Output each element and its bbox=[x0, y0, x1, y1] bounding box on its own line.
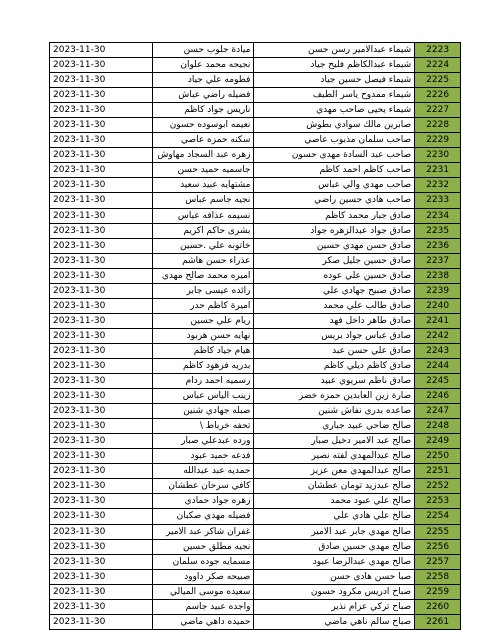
mother-name-cell: زهره جواد حمادي bbox=[153, 494, 254, 509]
mother-name-cell: نسيمه عذافه عباس bbox=[153, 208, 254, 223]
date-cell: 2023-11-30 bbox=[50, 524, 153, 539]
table-row bbox=[50, 223, 461, 238]
table-row bbox=[50, 554, 461, 569]
row-number-cell: 2261 bbox=[415, 614, 461, 629]
row-number-cell: 2255 bbox=[415, 524, 461, 539]
row-number-cell: 2250 bbox=[415, 449, 461, 464]
table-row bbox=[50, 88, 461, 103]
full-name-cell: صارة زين العابدين حمزه خضر bbox=[254, 389, 415, 404]
full-name-cell: صادق حسين علي عوده bbox=[254, 268, 415, 283]
mother-name-cell: تحفه خرباط \ bbox=[153, 419, 254, 434]
full-name-cell: صالح علي عبود محمد bbox=[254, 494, 415, 509]
table-row bbox=[50, 404, 461, 419]
row-number-cell: 2238 bbox=[415, 268, 461, 283]
date-cell: 2023-11-30 bbox=[50, 389, 153, 404]
table-row bbox=[50, 298, 461, 313]
mother-name-cell: واجده عبيد جاسم bbox=[153, 599, 254, 614]
mother-name-cell: هيام جياد كاظم bbox=[153, 343, 254, 358]
mother-name-cell: فضيله مهدي صكبان bbox=[153, 509, 254, 524]
table-row bbox=[50, 43, 461, 58]
mother-name-cell: اميره محمد صالح مهدي bbox=[153, 268, 254, 283]
date-cell: 2023-11-30 bbox=[50, 148, 153, 163]
date-cell: 2023-11-30 bbox=[50, 419, 153, 434]
date-cell: 2023-11-30 bbox=[50, 464, 153, 479]
table-row bbox=[50, 569, 461, 584]
row-number-cell: 2242 bbox=[415, 328, 461, 343]
mother-name-cell: حمديه عبد عبدالله bbox=[153, 464, 254, 479]
row-number-cell: 2235 bbox=[415, 223, 461, 238]
mother-name-cell: نجيه جاسم عباس bbox=[153, 193, 254, 208]
full-name-cell: صادق طالب علي محمد bbox=[254, 298, 415, 313]
date-cell: 2023-11-30 bbox=[50, 509, 153, 524]
row-number-cell: 2224 bbox=[415, 58, 461, 73]
table-row bbox=[50, 449, 461, 464]
row-number-cell: 2237 bbox=[415, 253, 461, 268]
table-row bbox=[50, 509, 461, 524]
mother-name-cell: اميرة كاظم حدر bbox=[153, 298, 254, 313]
mother-name-cell: كافي سرحان عطشان bbox=[153, 479, 254, 494]
date-cell: 2023-11-30 bbox=[50, 599, 153, 614]
date-cell: 2023-11-30 bbox=[50, 133, 153, 148]
table-row bbox=[50, 494, 461, 509]
row-number-cell: 2246 bbox=[415, 389, 461, 404]
table-row bbox=[50, 148, 461, 163]
mother-name-cell: ورده عبدعلي صبار bbox=[153, 434, 254, 449]
table-row bbox=[50, 283, 461, 298]
full-name-cell: شيماء ممدوح ياسر الطيف bbox=[254, 88, 415, 103]
date-cell: 2023-11-30 bbox=[50, 479, 153, 494]
full-name-cell: صبا حسن هادي حسن bbox=[254, 569, 415, 584]
row-number-cell: 2248 bbox=[415, 419, 461, 434]
full-name-cell: صاحب مهدي والي عباس bbox=[254, 178, 415, 193]
mother-name-cell: عذراء حسن هاشم bbox=[153, 253, 254, 268]
mother-name-cell: صبله جهادي شنين bbox=[153, 404, 254, 419]
date-cell: 2023-11-30 bbox=[50, 88, 153, 103]
date-cell: 2023-11-30 bbox=[50, 449, 153, 464]
full-name-cell: صاعده بدري نفاش شنين bbox=[254, 404, 415, 419]
full-name-cell: صادق عباس جواد بريس bbox=[254, 328, 415, 343]
full-name-cell: صالح عبدزيد تومان عطشان bbox=[254, 479, 415, 494]
full-name-cell: صاحب عبد السادة مهدي حسون bbox=[254, 148, 415, 163]
full-name-cell: صاحب كاظم احمد كاظم bbox=[254, 163, 415, 178]
mother-name-cell: جاسميه حميد حسن bbox=[153, 163, 254, 178]
full-name-cell: صالح مهدي حسين صادق bbox=[254, 539, 415, 554]
date-cell: 2023-11-30 bbox=[50, 358, 153, 373]
full-name-cell: صادق صبيح جهادي علي bbox=[254, 283, 415, 298]
table-row bbox=[50, 479, 461, 494]
roster-body bbox=[50, 43, 461, 630]
mother-name-cell: غفران شاكر عبد الامير bbox=[153, 524, 254, 539]
table-row bbox=[50, 58, 461, 73]
table-row bbox=[50, 268, 461, 283]
date-cell: 2023-11-30 bbox=[50, 193, 153, 208]
date-cell: 2023-11-30 bbox=[50, 434, 153, 449]
mother-name-cell: مشتهايه عبيد سعيد bbox=[153, 178, 254, 193]
row-number-cell: 2256 bbox=[415, 539, 461, 554]
table-row bbox=[50, 193, 461, 208]
full-name-cell: صادق ناظم سريوي عبيد bbox=[254, 374, 415, 389]
row-number-cell: 2236 bbox=[415, 238, 461, 253]
date-cell: 2023-11-30 bbox=[50, 268, 153, 283]
full-name-cell: صادق جواد عبدالزهره جواد bbox=[254, 223, 415, 238]
table-row bbox=[50, 313, 461, 328]
date-cell: 2023-11-30 bbox=[50, 223, 153, 238]
row-number-cell: 2223 bbox=[415, 43, 461, 58]
full-name-cell: صادق حسن مهدي حسين bbox=[254, 238, 415, 253]
row-number-cell: 2234 bbox=[415, 208, 461, 223]
table-row bbox=[50, 73, 461, 88]
date-cell: 2023-11-30 bbox=[50, 539, 153, 554]
table-row bbox=[50, 343, 461, 358]
full-name-cell: صادق علي حسن عبد bbox=[254, 343, 415, 358]
table-row bbox=[50, 178, 461, 193]
table-row bbox=[50, 358, 461, 373]
mother-name-cell: سعيده موسى الميالي bbox=[153, 584, 254, 599]
date-cell: 2023-11-30 bbox=[50, 584, 153, 599]
row-number-cell: 2229 bbox=[415, 133, 461, 148]
row-number-cell: 2252 bbox=[415, 479, 461, 494]
row-number-cell: 2249 bbox=[415, 434, 461, 449]
row-number-cell: 2244 bbox=[415, 358, 461, 373]
row-number-cell: 2231 bbox=[415, 163, 461, 178]
mother-name-cell: سكنه حمزه عاصي bbox=[153, 133, 254, 148]
row-number-cell: 2253 bbox=[415, 494, 461, 509]
date-cell: 2023-11-30 bbox=[50, 569, 153, 584]
date-cell: 2023-11-30 bbox=[50, 58, 153, 73]
full-name-cell: صباح تركي عزام نذير bbox=[254, 599, 415, 614]
full-name-cell: شيماء عبدالكاظم فليح جياد bbox=[254, 58, 415, 73]
table-row bbox=[50, 163, 461, 178]
row-number-cell: 2257 bbox=[415, 554, 461, 569]
table-row bbox=[50, 238, 461, 253]
row-number-cell: 2230 bbox=[415, 148, 461, 163]
date-cell: 2023-11-30 bbox=[50, 103, 153, 118]
date-cell: 2023-11-30 bbox=[50, 494, 153, 509]
roster-table bbox=[49, 42, 461, 630]
table-row bbox=[50, 118, 461, 133]
date-cell: 2023-11-30 bbox=[50, 313, 153, 328]
full-name-cell: صالح مهدي عبدالرضا عبود bbox=[254, 554, 415, 569]
date-cell: 2023-11-30 bbox=[50, 374, 153, 389]
date-cell: 2023-11-30 bbox=[50, 208, 153, 223]
mother-name-cell: زينب الياس عباس bbox=[153, 389, 254, 404]
mother-name-cell: رائده عيسى جابر bbox=[153, 283, 254, 298]
date-cell: 2023-11-30 bbox=[50, 118, 153, 133]
row-number-cell: 2239 bbox=[415, 283, 461, 298]
table-row bbox=[50, 584, 461, 599]
date-cell: 2023-11-30 bbox=[50, 73, 153, 88]
row-number-cell: 2254 bbox=[415, 509, 461, 524]
row-number-cell: 2228 bbox=[415, 118, 461, 133]
table-row bbox=[50, 253, 461, 268]
full-name-cell: صادق كاظم ديلي كاظم bbox=[254, 358, 415, 373]
date-cell: 2023-11-30 bbox=[50, 253, 153, 268]
table-row bbox=[50, 614, 461, 629]
date-cell: 2023-11-30 bbox=[50, 298, 153, 313]
row-number-cell: 2247 bbox=[415, 404, 461, 419]
mother-name-cell: نعيمه ابوسوده حسون bbox=[153, 118, 254, 133]
mother-name-cell: ريام علي حسين bbox=[153, 313, 254, 328]
full-name-cell: شيماء يحيى صاحب مهدي bbox=[254, 103, 415, 118]
mother-name-cell: فطومه علي جياد bbox=[153, 73, 254, 88]
date-cell: 2023-11-30 bbox=[50, 328, 153, 343]
table-row bbox=[50, 133, 461, 148]
row-number-cell: 2243 bbox=[415, 343, 461, 358]
mother-name-cell: فدعه حميد عبود bbox=[153, 449, 254, 464]
mother-name-cell: نجيحه محمد علوان bbox=[153, 58, 254, 73]
row-number-cell: 2227 bbox=[415, 103, 461, 118]
date-cell: 2023-11-30 bbox=[50, 43, 153, 58]
row-number-cell: 2245 bbox=[415, 374, 461, 389]
date-cell: 2023-11-30 bbox=[50, 163, 153, 178]
row-number-cell: 2226 bbox=[415, 88, 461, 103]
row-number-cell: 2225 bbox=[415, 73, 461, 88]
mother-name-cell: صبيحه صكر داوود bbox=[153, 569, 254, 584]
full-name-cell: شيماء عبدالامير رسن حسن bbox=[254, 43, 415, 58]
full-name-cell: صباح سالم ناهي ماضي bbox=[254, 614, 415, 629]
full-name-cell: صباح ادريس مكرود حسون bbox=[254, 584, 415, 599]
mother-name-cell: نهايه حسن هربود bbox=[153, 328, 254, 343]
table-row bbox=[50, 599, 461, 614]
date-cell: 2023-11-30 bbox=[50, 614, 153, 629]
row-number-cell: 2240 bbox=[415, 298, 461, 313]
mother-name-cell: حميده داهي ماضي bbox=[153, 614, 254, 629]
full-name-cell: صاحب سلمان مذبوب عاصي bbox=[254, 133, 415, 148]
full-name-cell: صالح عبد الامير دخيل صبار bbox=[254, 434, 415, 449]
full-name-cell: صالح عبدالمهدي معن عزيز bbox=[254, 464, 415, 479]
date-cell: 2023-11-30 bbox=[50, 343, 153, 358]
full-name-cell: صالح عبدالمهدي لفته نصير bbox=[254, 449, 415, 464]
row-number-cell: 2251 bbox=[415, 464, 461, 479]
mother-name-cell: ميادة جلوب حسن bbox=[153, 43, 254, 58]
table-row bbox=[50, 464, 461, 479]
date-cell: 2023-11-30 bbox=[50, 178, 153, 193]
mother-name-cell: زهره عبد السجاد مهاوش bbox=[153, 148, 254, 163]
full-name-cell: صادق طاهر داخل فهد bbox=[254, 313, 415, 328]
table-row bbox=[50, 389, 461, 404]
mother-name-cell: بدريه فرهود كاظم bbox=[153, 358, 254, 373]
full-name-cell: صالح علي هادي علي bbox=[254, 509, 415, 524]
full-name-cell: صابرين مالك سوادي بطوش bbox=[254, 118, 415, 133]
mother-name-cell: بشرى حاكم اكريم bbox=[153, 223, 254, 238]
full-name-cell: صاحب هادي حسين راضي bbox=[254, 193, 415, 208]
mother-name-cell: خاتونه علي .حسين bbox=[153, 238, 254, 253]
mother-name-cell: نجيه مطلق حسين bbox=[153, 539, 254, 554]
row-number-cell: 2259 bbox=[415, 584, 461, 599]
mother-name-cell: مسمايه جوده سلمان bbox=[153, 554, 254, 569]
table-row bbox=[50, 539, 461, 554]
table-row bbox=[50, 208, 461, 223]
mother-name-cell: فضيله راضي عباش bbox=[153, 88, 254, 103]
full-name-cell: صالح مهدي جابر عبد الامير bbox=[254, 524, 415, 539]
full-name-cell: شيماء فيصل حسين جياد bbox=[254, 73, 415, 88]
full-name-cell: صالح ضاحي عبيد جباري bbox=[254, 419, 415, 434]
row-number-cell: 2241 bbox=[415, 313, 461, 328]
date-cell: 2023-11-30 bbox=[50, 238, 153, 253]
mother-name-cell: ناريس جواد كاظم bbox=[153, 103, 254, 118]
mother-name-cell: رسميه احمد ردام bbox=[153, 374, 254, 389]
full-name-cell: صادق حسين جليل صكر bbox=[254, 253, 415, 268]
full-name-cell: صادق جبار محمد كاظم bbox=[254, 208, 415, 223]
date-cell: 2023-11-30 bbox=[50, 404, 153, 419]
row-number-cell: 2258 bbox=[415, 569, 461, 584]
table-row bbox=[50, 419, 461, 434]
date-cell: 2023-11-30 bbox=[50, 283, 153, 298]
date-cell: 2023-11-30 bbox=[50, 554, 153, 569]
row-number-cell: 2232 bbox=[415, 178, 461, 193]
table-row bbox=[50, 328, 461, 343]
table-row bbox=[50, 103, 461, 118]
table-row bbox=[50, 524, 461, 539]
row-number-cell: 2260 bbox=[415, 599, 461, 614]
table-row bbox=[50, 434, 461, 449]
row-number-cell: 2233 bbox=[415, 193, 461, 208]
table-row bbox=[50, 374, 461, 389]
